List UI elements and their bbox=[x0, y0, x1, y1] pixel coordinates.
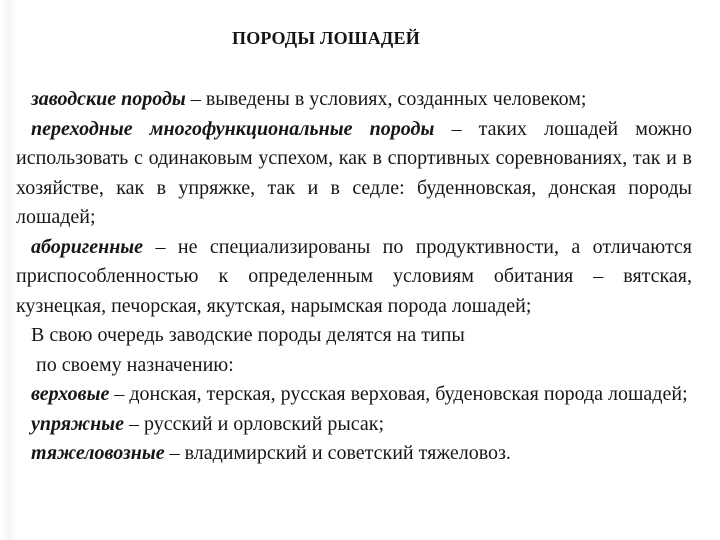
definition-riding-breeds: – донская, терская, русская верховая, буденовская порода лошадей; bbox=[109, 383, 688, 405]
slide-title: ПОРОДЫ ЛОШАДЕЙ bbox=[232, 28, 420, 48]
paragraph-transitional-breeds bbox=[16, 115, 692, 233]
definition-aboriginal-breeds: – не специализированы по продуктивности, а отличаются приспособленностью к определенным условиям обитания – вятская, кузнецкая, печорская, якутская, нарымская порода лошадей; bbox=[16, 235, 692, 317]
slide-content bbox=[16, 85, 692, 469]
paragraph-harness-breeds bbox=[16, 410, 692, 440]
definition-transitional-breeds: – таких лошадей можно использовать с одинаковым успехом, как в спортивных соревнованиях, так и в хозяйстве, как в упряжке, так и в седле: буденновская, донская породы лошадей; bbox=[16, 117, 692, 228]
paragraph-by-purpose: по своему назначению: bbox=[36, 353, 234, 376]
term-riding-breeds: верховые bbox=[31, 383, 110, 405]
slide-left-edge bbox=[0, 0, 16, 540]
paragraph-aboriginal-breeds bbox=[16, 233, 692, 322]
paragraph-draft-breeds bbox=[16, 439, 692, 469]
term-factory-breeds: заводские породы bbox=[31, 88, 186, 110]
paragraph-riding-breeds bbox=[16, 380, 692, 410]
term-harness-breeds: упряжные bbox=[31, 412, 124, 435]
definition-harness-breeds: – русский и орловский рысак; bbox=[123, 412, 385, 435]
term-transitional-breeds: переходные многофункциональные породы bbox=[31, 117, 435, 140]
definition-factory-breeds: – выведены в условиях, созданных человеком; bbox=[185, 88, 587, 110]
term-aboriginal-breeds: аборигенные bbox=[31, 235, 144, 258]
paragraph-factory-breeds bbox=[16, 85, 692, 115]
paragraph-types-intro: В свою очередь заводские породы делятся на типы bbox=[31, 324, 465, 346]
definition-draft-breeds: – владимирский и советский тяжеловоз. bbox=[164, 442, 511, 464]
term-draft-breeds: тяжеловозные bbox=[31, 442, 165, 464]
